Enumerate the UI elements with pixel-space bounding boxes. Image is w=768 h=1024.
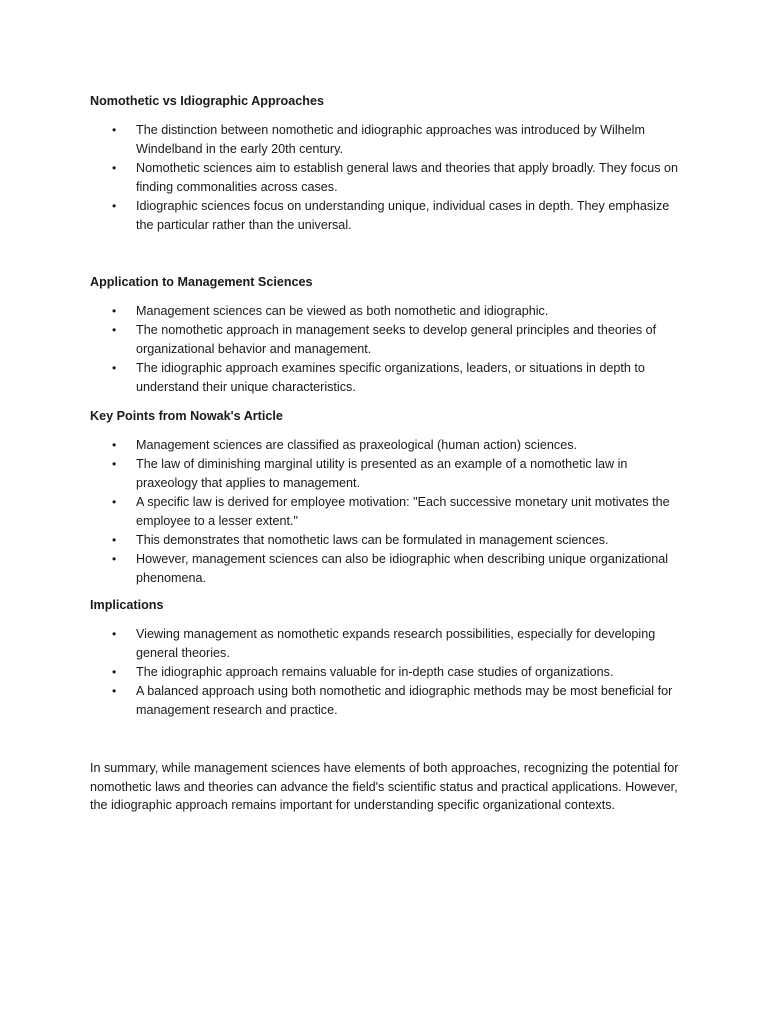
list-item: • The distinction between nomothetic and idiographic approaches was introduced by Wilhelm Windelband in the early 20th century. (112, 123, 645, 156)
section-heading-application: Application to Management Sciences (90, 275, 313, 289)
list-item: • Management sciences can be viewed as both nomothetic and idiographic. (90, 302, 680, 321)
list-item: • Idiographic sciences focus on understanding unique, individual cases in depth. They emphasize the particular rather than the universal. (112, 199, 670, 232)
list-item: • This demonstrates that nomothetic laws can be formulated in management sciences. (90, 531, 680, 550)
bullet-icon: • (112, 457, 117, 471)
bullet-icon: • (112, 361, 117, 375)
bullet-icon: • (112, 123, 117, 137)
section-heading-nomothetic-vs-idiographic: Nomothetic vs Idiographic Approaches (90, 94, 324, 108)
list-item: • The law of diminishing marginal utility is presented as an example of a nomothetic law in praxeology that applies to management. (112, 457, 628, 490)
summary-paragraph: In summary, while management sciences have elements of both approaches, recognizing the potential for nomothetic laws and theories can advance the field's scientific status and practical applications. However, the idiographic approach remains important for understanding specific organizational contexts. (90, 761, 679, 812)
section-heading-key-points: Key Points from Nowak's Article (90, 409, 283, 423)
list-item: • Nomothetic sciences aim to establish general laws and theories that apply broadly. They focus on finding commonalities across cases. (112, 161, 679, 194)
section-heading-implications: Implications (90, 598, 164, 612)
bullet-list-nomothetic-vs-idiographic (90, 121, 680, 235)
bullet-icon: • (112, 438, 117, 452)
bullet-list-application (90, 302, 680, 397)
bullet-icon: • (112, 533, 117, 547)
bullet-list-implications (90, 625, 680, 720)
bullet-icon: • (112, 199, 117, 213)
list-item: • The idiographic approach examines specific organizations, leaders, or situations in depth to understand their unique characteristics. (112, 361, 645, 394)
bullet-icon: • (112, 161, 117, 175)
list-item: • The nomothetic approach in management seeks to develop general principles and theories of organizational behavior and management. (112, 323, 657, 356)
bullet-icon: • (112, 304, 117, 318)
list-item: • Viewing management as nomothetic expands research possibilities, especially for developing general theories. (112, 627, 656, 660)
list-item: • The idiographic approach remains valuable for in-depth case studies of organizations. (90, 663, 680, 682)
list-item: • A specific law is derived for employee motivation: "Each successive monetary unit motivates the employee to a lesser extent." (112, 495, 670, 528)
bullet-icon: • (112, 323, 117, 337)
bullet-icon: • (112, 495, 117, 509)
list-item: • Management sciences are classified as praxeological (human action) sciences. (90, 436, 680, 455)
list-item: • A balanced approach using both nomothetic and idiographic methods may be most beneficial for management research and practice. (112, 684, 673, 717)
bullet-icon: • (112, 627, 117, 641)
bullet-icon: • (112, 552, 117, 566)
list-item: • However, management sciences can also be idiographic when describing unique organizational phenomena. (112, 552, 669, 585)
bullet-icon: • (112, 684, 117, 698)
bullet-list-key-points (90, 436, 680, 588)
bullet-icon: • (112, 665, 117, 679)
